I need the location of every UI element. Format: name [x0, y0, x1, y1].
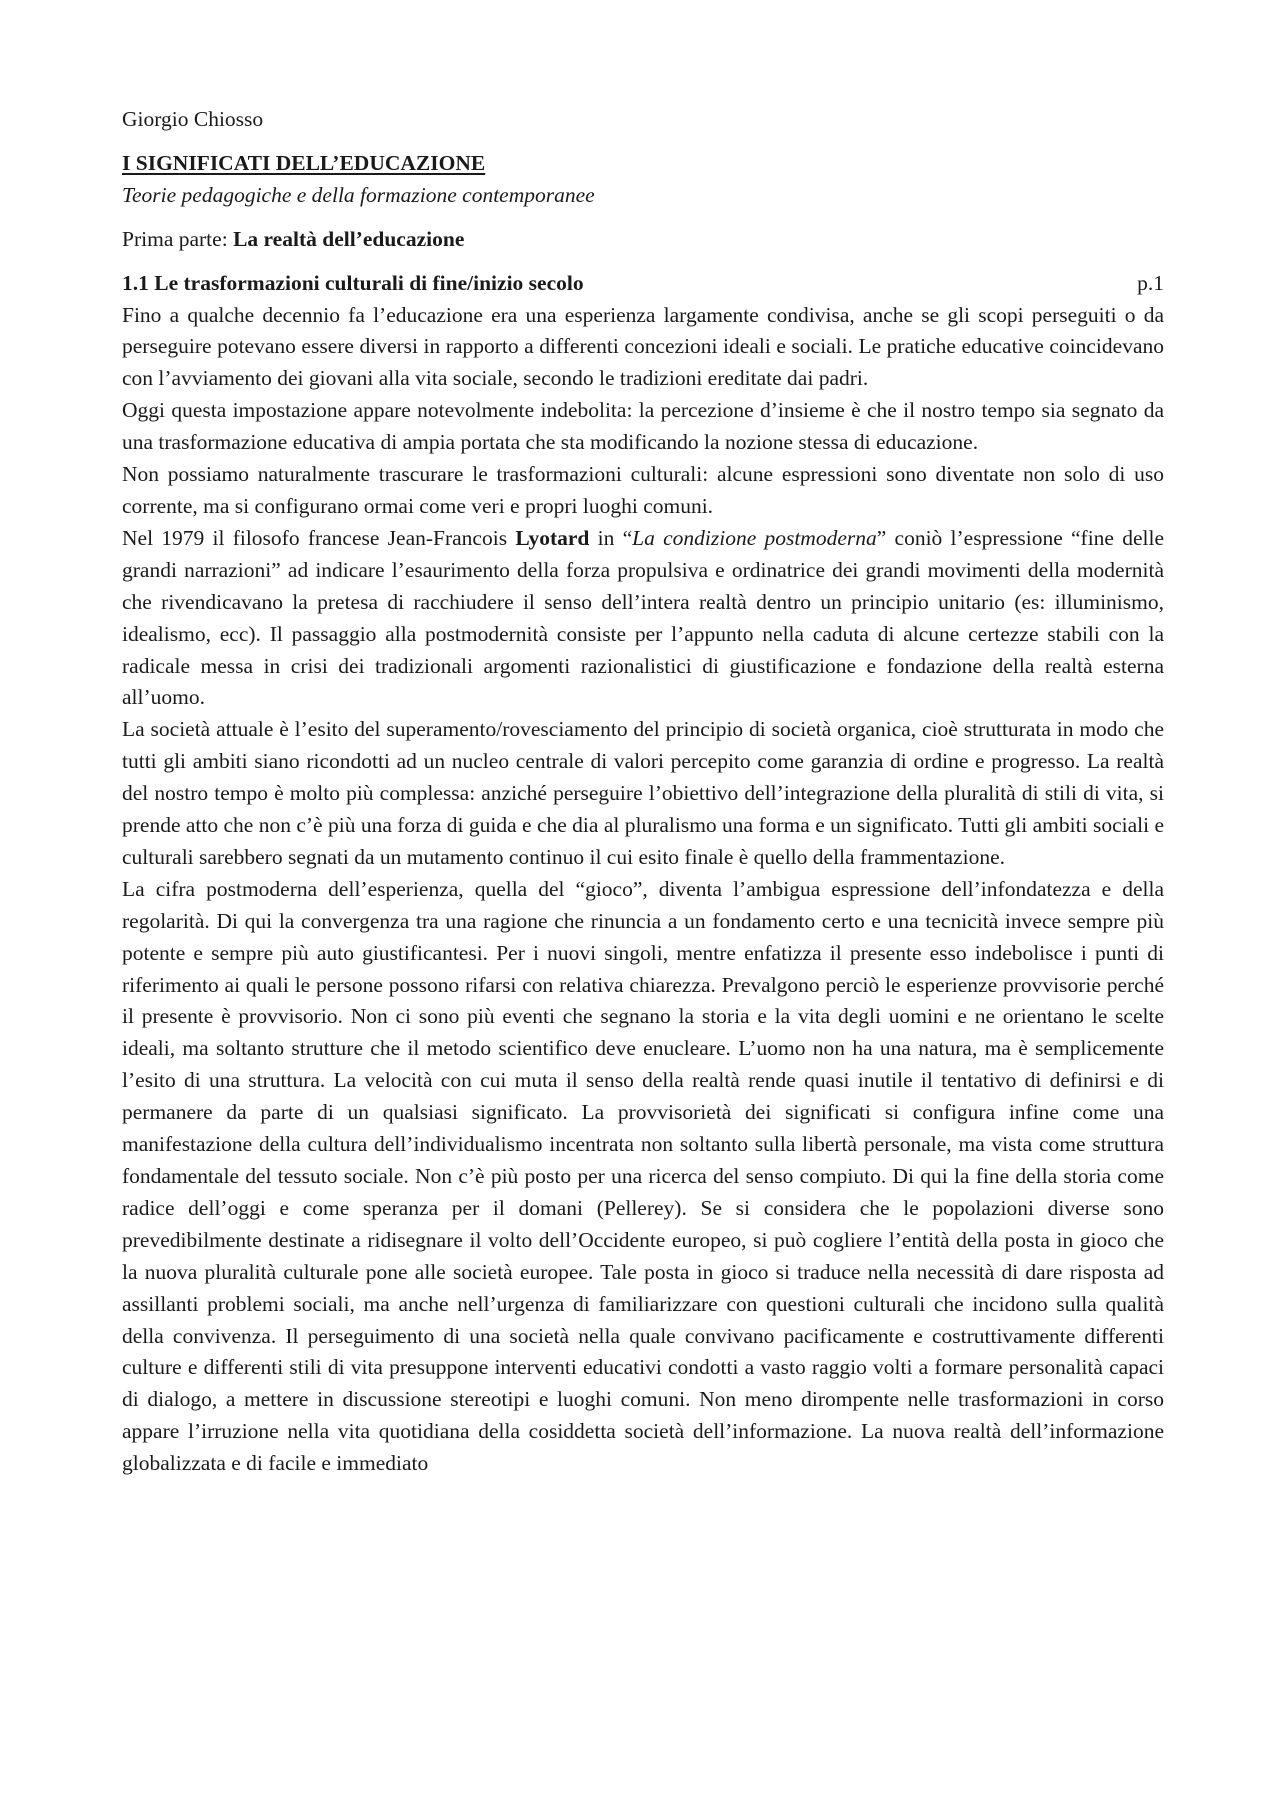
section-heading: [122, 268, 1164, 300]
section-title: 1.1 Le trasformazioni culturali di fine/inizio secolo: [122, 270, 584, 295]
paragraph-1: Fino a qualche decennio fa l’educazione era una esperienza largamente condivisa, anche se gli scopi perseguiti o da perseguire potevano essere diversi in rapporto a differenti concezioni ideali e sociali. Le pratiche educative coincidevano con l’avviamento dei giovani alla vita sociale, secondo le tradizioni ereditate dai padri.: [122, 302, 1164, 391]
lyotard-name: Lyotard: [515, 525, 590, 550]
book-subtitle: Teorie pedagogiche e della formazione contemporanee: [122, 182, 595, 207]
paragraph-2: Oggi questa impostazione appare notevolmente indebolita: la percezione d’insieme è che il nostro tempo sia segnato da una trasformazione educativa di ampia portata che sta modificando la nozione stessa di educazione.: [122, 398, 1164, 455]
book-title: I SIGNIFICATI DELL’EDUCAZIONE: [122, 150, 486, 175]
lyotard-work-title: La condizione postmoderna: [632, 525, 877, 550]
paragraph-5: La società attuale è l’esito del superamento/rovesciamento del principio di società organica, cioè strutturata in modo che tutti gli ambiti siano ricondotti ad un nucleo centrale di valori percepito come garanzia di ordine e progresso. La realtà del nostro tempo è molto più complessa: anziché perseguire l’obiettivo dell’integrazione della pluralità di stili di vita, si prende atto che non c’è più una forza di guida e che dia al pluralismo una forma e un significato. Tutti gli ambiti sociali e culturali sarebbero segnati da un mutamento continuo il cui esito finale è quello della frammentazione.: [122, 717, 1164, 869]
paragraph-lyotard: [122, 523, 1164, 714]
page-reference: p.1: [1137, 270, 1164, 295]
lyotard-intro: Nel 1979 il filosofo francese Jean-Francois: [122, 525, 516, 550]
part-heading: [122, 224, 1164, 256]
lyotard-in: in “: [589, 525, 633, 550]
paragraph-3: Non possiamo naturalmente trascurare le trasformazioni culturali: alcune espressioni sono diventate non solo di uso corrente, ma si configurano ormai come veri e propri luoghi comuni.: [122, 462, 1164, 518]
author-name: Giorgio Chiosso: [122, 107, 264, 131]
part-title: La realtà dell’educazione: [233, 226, 465, 251]
part-label: Prima parte:: [122, 226, 228, 251]
document-page: [122, 104, 1164, 1480]
lyotard-rest: ” coniò l’espressione “fine delle grandi narrazioni” ad indicare l’esaurimento della forza propulsiva e ordinatrice dei grandi movimenti della modernità che rivendicavano la pretesa di racchiudere il senso dell’intera realtà dentro un principio unitario (es: illuminismo, idealismo, ecc). Il passaggio alla postmodernità consiste per l’appunto nella caduta di alcune certezze stabili con la radicale messa in crisi dei tradizionali argomenti razionalistici di giustificazione e fondazione della realtà esterna all’uomo.: [122, 525, 1164, 710]
paragraph-6: La cifra postmoderna dell’esperienza, quella del “gioco”, diventa l’ambigua espressione dell’infondatezza e della regolarità. Di qui la convergenza tra una ragione che rinuncia a un fondamento certo e una tecnicità invece sempre più potente e sempre più auto giustificantesi. Per i nuovi singoli, mentre enfatizza il presente esso indebolisce i punti di riferimento ai quali le persone possono rifarsi con relativa chiarezza. Prevalgono perciò le esperienze provvisorie perché il presente è provvisorio. Non ci sono più eventi che segnano la storia e la vita degli uomini e ne orientano le scelte ideali, ma soltanto strutture che il metodo scientifico deve enucleare. L’uomo non ha una natura, ma è semplicemente l’esito di una struttura. La velocità con cui muta il senso della realtà rende quasi inutile il tentativo di definirsi e di permanere da parte di un qualsiasi significato. La provvisorietà dei significati si configura infine come una manifestazione della cultura dell’individualismo incentrata non soltanto sulla libertà personale, ma vista come struttura fondamentale del tessuto sociale. Non c’è più posto per una ricerca del senso compiuto. Di qui la fine della storia come radice dell’oggi e come speranza per il domani (Pellerey). Se si considera che le popolazioni diverse sono prevedibilmente destinate a ridisegnare il volto dell’Occidente europeo, si può cogliere l’entità della posta in gioco che la nuova pluralità culturale pone alle società europee. Tale posta in gioco si traduce nella necessità di dare risposta ad assillanti problemi sociali, ma anche nell’urgenza di familiarizzare con questioni culturali che incidono sulla qualità della convivenza. Il perseguimento di una società nella quale convivano pacificamente e costruttivamente differenti culture e differenti stili di vita presuppone interventi educativi condotti a vasto raggio volti a formare personalità capaci di dialogo, a mettere in discussione stereotipi e luoghi comuni. Non meno dirompente nelle trasformazioni in corso appare l’irruzione nella vita quotidiana della cosiddetta società dell’informazione. La nuova realtà dell’informazione globalizzata e di facile e immediato: [122, 876, 1164, 1476]
